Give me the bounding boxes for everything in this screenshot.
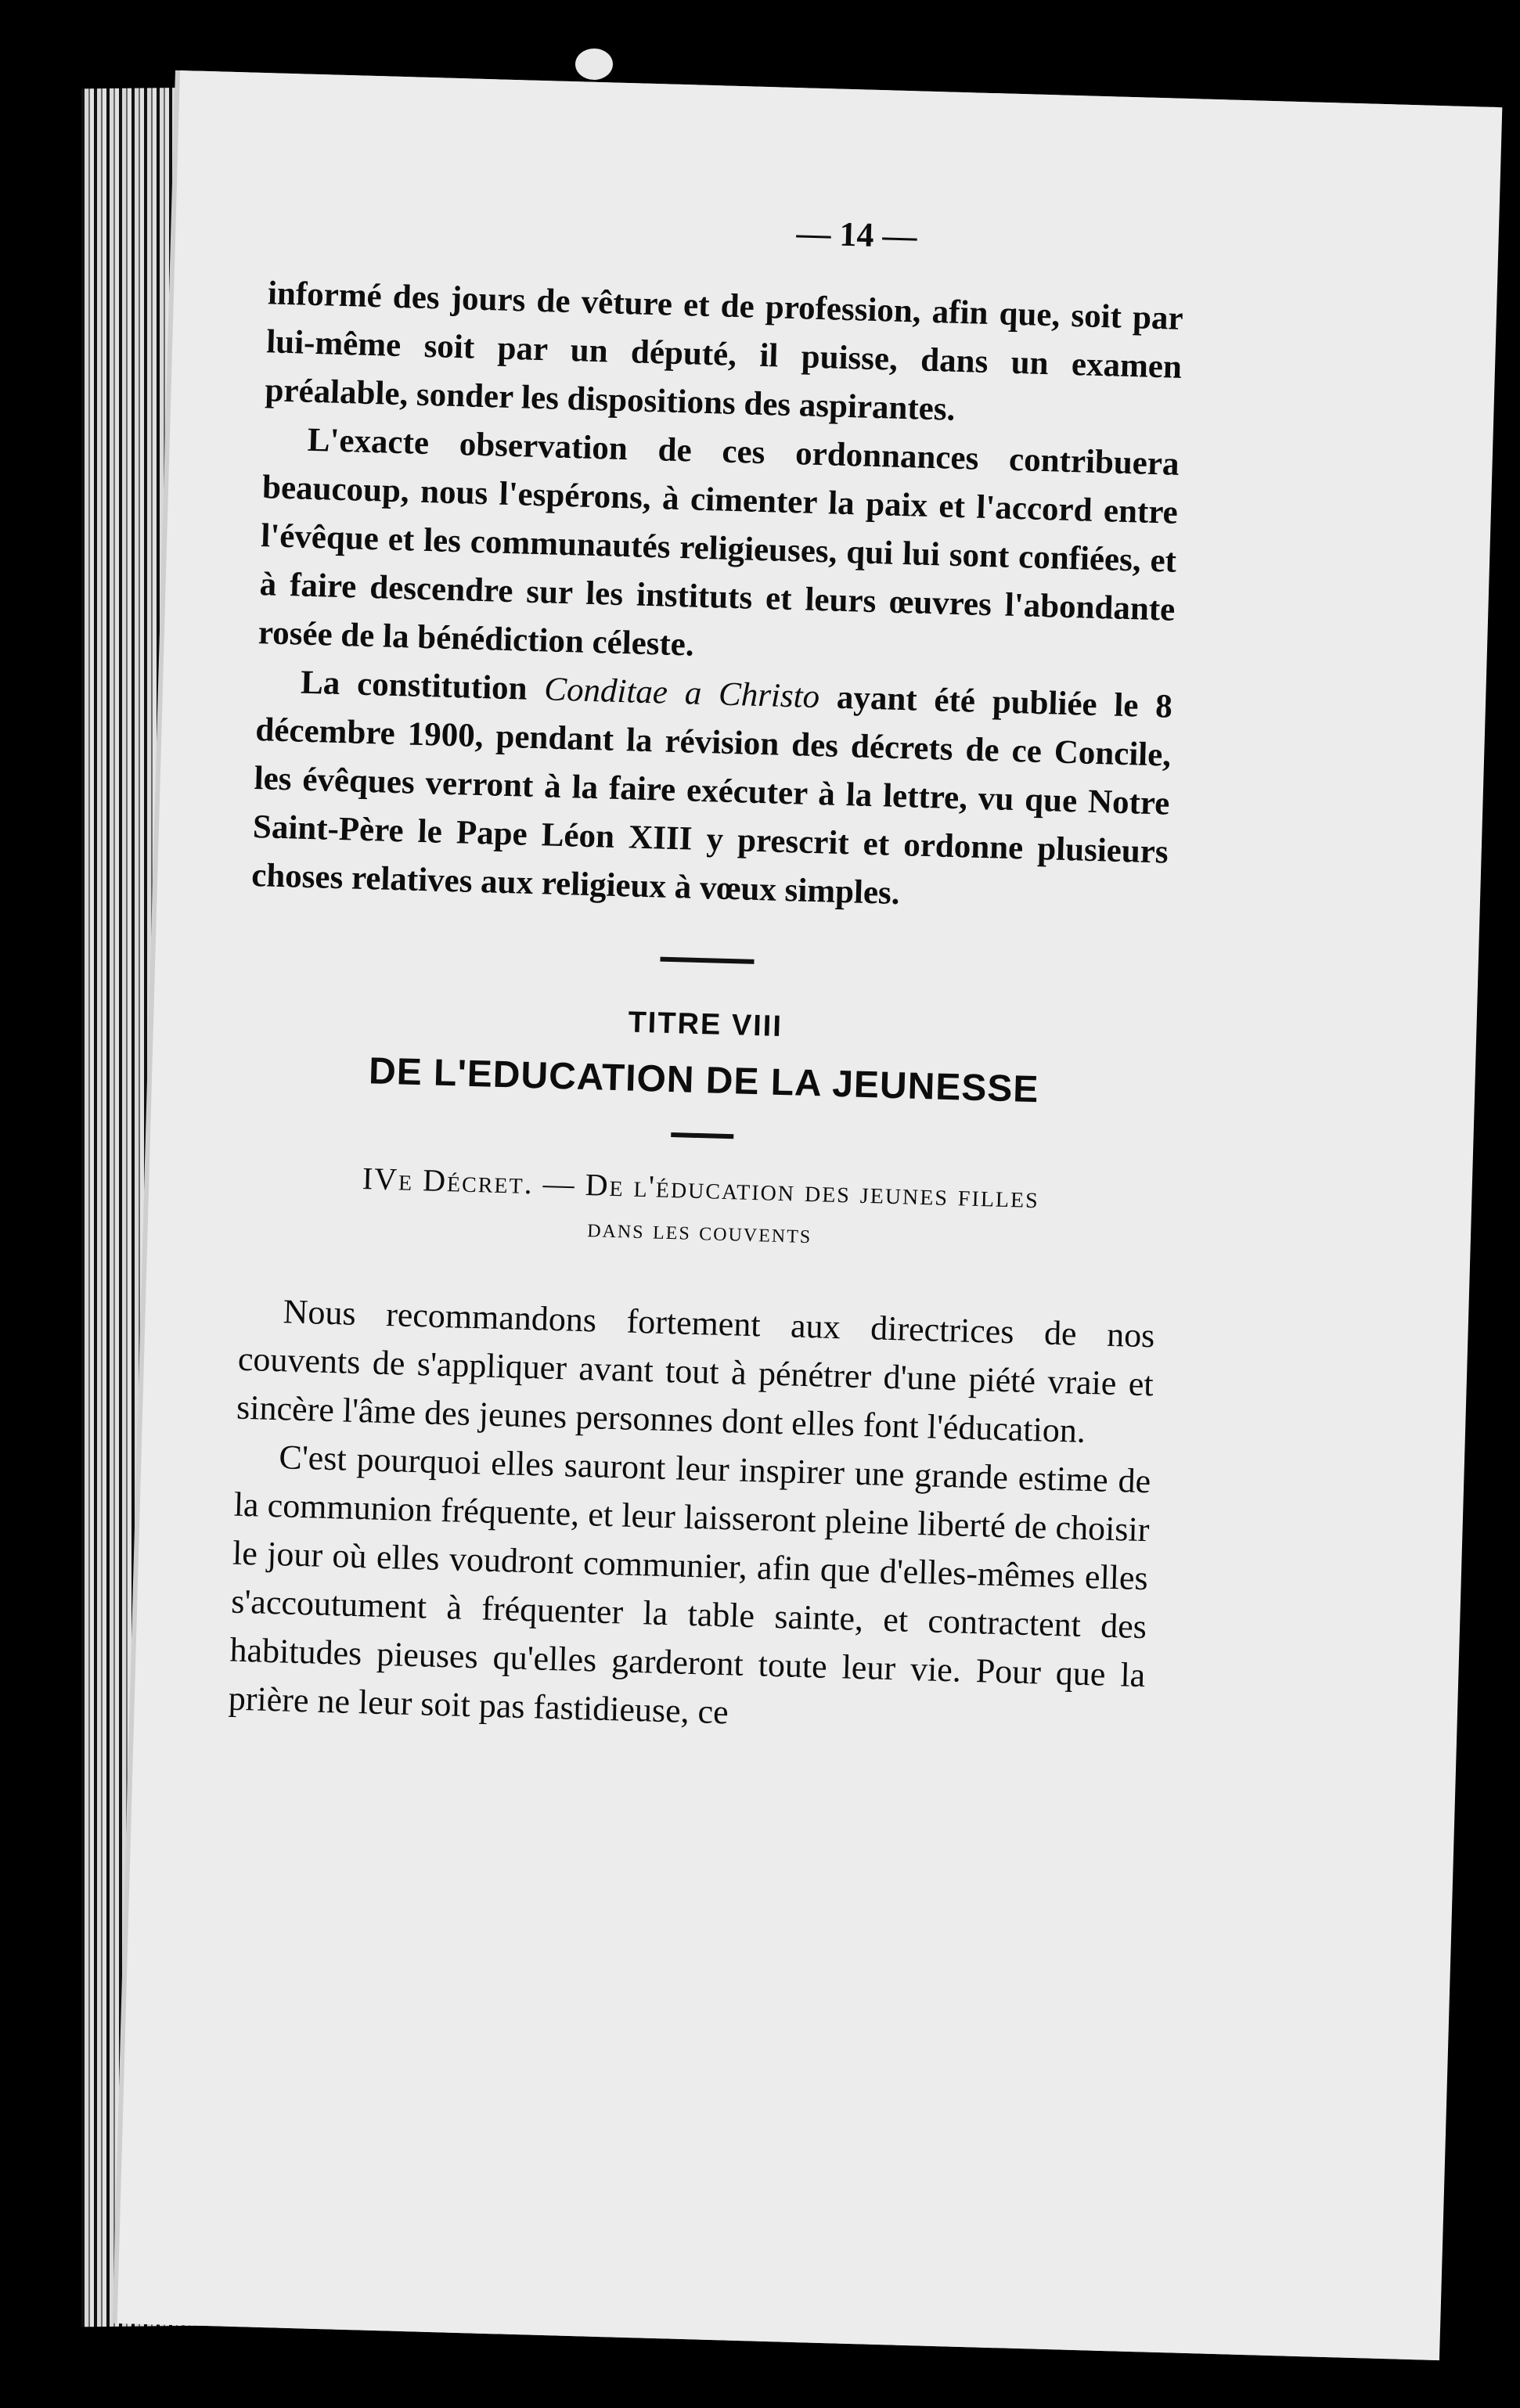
book-page [117,70,1503,2360]
title-rule [671,1132,733,1139]
constitution-title: Conditae a Christo [543,671,820,716]
page-content [228,198,1186,1748]
paragraph-3: Nous recommandons fortement aux directrices de nos couvents de s'appliquer avant tout à pénétrer d'une piété vraie et sincère l'âme des jeunes personnes dont elles font l'éducation. [236,1292,1156,1450]
binding-hole [575,49,613,80]
paragraph-4: C'est pourquoi elles sauront leur inspirer une grande estime de la communion fréquente, et leur laisseront pleine liberté de choisir le jour où elles voudront communier, afin que d'elles-mêmes elles s'accoutument à fréquenter la table sainte, et contractent des habitudes pieuses qu'elles garderont toute leur vie. Pour que la prière ne leur soit pas fastidieuse, ce [228,1438,1151,1732]
paragraph-2: L'exacte observation de ces ordonnances contribuera beaucoup, nous l'espérons, à cimenter la paix et l'accord entre l'évêque et les communautés religieuses, qui lui sont confiées, et à faire descendre sur les instituts et leurs œuvres l'abondante rosée de la bénédiction céleste. [258,421,1180,664]
title-number: TITRE VIII [627,1006,783,1043]
constitution-text-after: ayant été publiée le 8 décembre 1900, pendant la révision des décrets de ce Concile, les évêques verront à la faire exécuter à la lettre, vu que Notre Saint-Père le Pape Léon XIII y prescrit et ordonne plusieurs choses relatives aux religieux à vœux simples. [250,678,1173,912]
decree-heading-line-1: IVe Décret. — De l'éducation des jeunes filles [362,1161,1040,1215]
paragraph-constitution [250,657,1172,926]
constitution-text-before: La constitution [300,664,546,708]
title-heading: DE L'EDUCATION DE LA JEUNESSE [368,1050,1040,1111]
page-number: — 14 — [795,214,918,256]
section-rule [660,957,754,964]
paragraph-1: informé des jours de vêture et de profession, afin que, soit par lui-même soit par un député, il puisse, dans un examen préalable, sonder les dispositions des aspirantes. [264,275,1184,428]
decree-heading-line-2: dans les couvents [586,1214,812,1250]
decree-heading [241,1154,1159,1267]
